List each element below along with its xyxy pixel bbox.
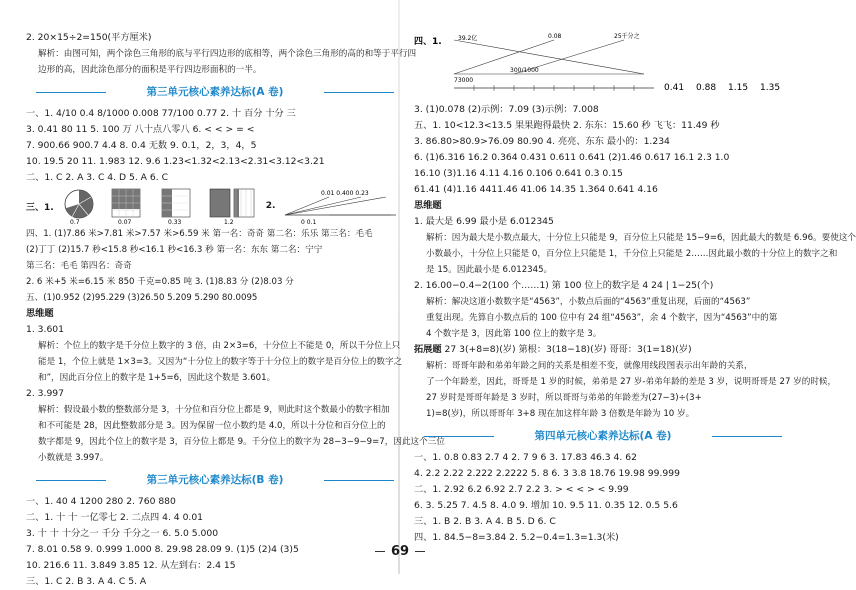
- fig-label: 25千分之: [614, 33, 640, 40]
- answer-line: (2)丁丁 (2)15.7 秒<15.8 秒<16.1 秒<16.3 秒 第一名：东东 第二名：宁宁: [26, 245, 323, 255]
- thinking-line: 解析：个位上的数字是千分位上数字的 3 倍，由 2×3=6，十分位上不能是 0，所以千分位上只: [38, 341, 401, 351]
- intro-line: 2. 20×15÷2=150(平方厘米): [26, 32, 152, 43]
- answer-line: 6. 3. 5.25 7. 4.5 8. 4.0 9. 增加 10. 9.5 11. 0.35 12. 0.5 5.6: [414, 500, 678, 511]
- thinking-line: 和不可能是 28，因此整数部分是 3。因为保留一位小数约是 4.0，所以十分位和百分位上的: [38, 421, 386, 431]
- answer-line: 四、1. 84.5−8=3.84 2. 5.2−0.4=1.3=1.3(米): [414, 532, 619, 543]
- answer-line: 3. 86.80>80.9>76.09 80.90 4. 亮亮、东东 最小的：1.234: [414, 136, 670, 147]
- fig-label: 0 0.1: [301, 219, 317, 226]
- thinking-line: 小数就是 3.997。: [38, 453, 109, 463]
- answer-line: 10. 19.5 20 11. 1.983 12. 9.6 1.23<1.32<2.13<2.31<3.12<3.21: [26, 156, 325, 167]
- figure-row: 三、1. 0.7 0.07 0.33 1.2 2. 0.01 0.400 0.23 0 0.1: [26, 186, 404, 226]
- thinking-line: 和”，因此百分位上的数字是 1+5=6，因此这个数是 3.601。: [38, 373, 276, 383]
- answer-line: 三、1. B 2. B 3. A 4. B 5. D 6. C: [414, 516, 556, 527]
- thinking-section-right: [414, 214, 856, 342]
- section-title-unit3-a: 第三单元核心素养达标(A 卷): [26, 82, 404, 102]
- fig-label: 300/1000: [510, 67, 539, 74]
- answer-line: 10. 216.6 11. 3.849 3.85 12. 从左到右：2.4 15: [26, 560, 236, 571]
- fig-label: 1.35: [760, 83, 781, 93]
- answer-line: 4. 2.2 2.22 2.222 2.2222 5. 8 6. 3 3.8 18.76 19.98 99.999: [414, 468, 680, 479]
- answer-line: 二、1. C 2. A 3. C 4. D 5. A 6. C: [26, 172, 168, 183]
- thinking-line: 1. 最大是 6.99 最小是 6.012345: [414, 216, 554, 227]
- extension-first-line: [414, 342, 792, 358]
- thinking-line: 解析：假设最小数的整数部分是 3，十分位和百分位上都是 9，则此时这个数最小的数字相加: [38, 405, 390, 415]
- answer-line: 61.41 (4)1.16 4411.46 41.06 14.35 1.364 0.641 4.16: [414, 184, 658, 195]
- extension-line: 了一个年龄差，因此，哥哥是 1 岁的时候，弟弟是 27 岁-弟弟年龄的差是 3 岁，说明哥哥是 27 岁的时候，: [426, 377, 837, 387]
- answer-line: 五、(1)0.952 (2)95.229 (3)26.50 5.209 5.290 80.0095: [26, 293, 258, 303]
- extension-line: 27 3(+8=8)(岁) 第根：3(18−18)(岁) 哥哥：3(1=18)(岁): [444, 344, 692, 355]
- fig-label: 73000: [454, 77, 474, 84]
- answer-line: 一、1. 4/10 0.4 8/1000 0.008 77/100 0.77 2. 十 百分 十分 三: [26, 108, 296, 119]
- answer-line: 一、1. 40 4 1200 280 2. 760 880: [26, 496, 176, 507]
- thinking-line: 2. 3.997: [26, 388, 64, 399]
- answer-line: 7. 900.66 900.7 4.4 8. 0.4 无数 9. 0.1，2，3，4，5: [26, 140, 257, 151]
- fig-label: 0.7: [69, 219, 80, 226]
- thinking-line: 2. 16.00−0.4−2(100 个……1) 第 100 位上的数字是 4 24 | 1−25(个): [414, 280, 714, 291]
- extension-section: [414, 358, 837, 422]
- extension-line: 27 岁时是哥哥年龄是 3 岁时，所以哥哥与弟弟的年龄差为(27−3)÷(3+: [426, 393, 702, 403]
- answer-line: 三、1. C 2. B 3. A 4. C 5. A: [26, 576, 147, 587]
- fig-label: 39.2亿: [458, 35, 478, 42]
- answer-line: 四、1. (1)7.86 米>7.81 米>7.57 米>6.59 米 第一名：奇奇 第二名：乐乐 第三名：毛毛: [26, 229, 373, 239]
- answer-line: 2. 6 米+5 米=6.15 米 850 千克=0.85 吨 3. (1)8.83 分 (2)8.03 分: [26, 277, 294, 287]
- thinking-label: 思维题: [414, 200, 442, 211]
- answer-line: 3. 十 十 十分之一 千分 千分之一 6. 5.0 5.000: [26, 528, 219, 539]
- answer-line: 3. (1)0.078 (2)示例：7.09 (3)示例：7.008: [414, 104, 599, 115]
- fig-label: 0.41: [664, 83, 685, 93]
- answer-line: 7. 8.01 0.58 9. 0.999 1.000 8. 29.98 28.09 9. (1)5 (2)4 (3)5: [26, 544, 299, 555]
- answer-line: 3. 0.41 80 11 5. 100 万 八十点八零八 6. < < > = <: [26, 124, 255, 135]
- grid-figure-2: [158, 187, 202, 225]
- fig-label: 0.01 0.400 0.23: [321, 190, 370, 197]
- answer-line: 第三名：毛毛 第四名：奇奇: [26, 261, 132, 271]
- left-intro: [26, 30, 417, 78]
- extension-line: 解析：哥哥年龄和弟弟年龄之间的关系是相差不变，就像用线段图表示出年龄的关系，: [426, 361, 753, 371]
- section-title-unit3-b: 第三单元核心素养达标(B 卷): [26, 470, 404, 490]
- answer-line: 6. (1)6.316 16.2 0.364 0.431 0.611 0.641 (2)1.46 0.617 16.1 2.3 1.0: [414, 152, 730, 163]
- section-unit4-a: [414, 450, 792, 546]
- thinking-line: 4 个数字是 3，因此第 100 位上的数字是 3。: [426, 329, 602, 339]
- thinking-line: 能是 1，个位上就是 1×3=3。又因为“十分位上的数字等于十分位上的数字是百分位上的数字之: [38, 357, 403, 367]
- thinking-line: 重复出现。先算自小数点后的 100 位中有 24 组“4563”，余 4 个数字，因为“4563”中的第: [426, 313, 778, 323]
- fig-label: 0.33: [167, 219, 182, 226]
- grid-figure-1: [108, 187, 152, 225]
- answer-line: 一、1. 0.8 0.83 2.7 4 2. 7 9 6 3. 17.83 46.3 4. 62: [414, 452, 637, 463]
- answer-line: 二、1. 十 十 一亿零七 2. 二点四 4. 4 0.01: [26, 512, 204, 523]
- answer-line: 二、1. 2.92 6.2 6.92 2.7 2.2 3. > < < > < 9.99: [414, 484, 629, 495]
- thinking-line: 小数最小，十分位上只能是 0，百分位上只能是 1，千分位上只能是 2……因此最小数的十分位上的数字之和: [426, 249, 838, 259]
- thinking-line: 数字都是 9，因此个位上的数字是 3，百分位上都是 9。千分位上的数字为 28−3−9−9=7，因此这个三位: [38, 437, 445, 447]
- intro-line: 解析：由图可知，两个涂色三角形的底与平行四边形的底相等，两个涂色三角形的高的和等于平行四: [38, 49, 417, 59]
- grid-figure-3: [208, 187, 260, 225]
- right-column: [414, 30, 856, 546]
- thinking-line: 1. 3.601: [26, 324, 64, 335]
- fig-label: 0.88: [696, 83, 717, 93]
- number-line-figure: [281, 187, 401, 225]
- thinking-line: 解析：解决这道小数数字是“4563”，小数点后面的“4563”重复出现，后面的“4563”: [426, 297, 751, 307]
- intro-line: 边形的高，因此涂色部分的面积是平行四边形面积的一半。: [38, 65, 262, 75]
- extension-line: 1)=8(岁)，所以哥哥年 3+8 现在加这样年龄 3 倍数是年龄为 10 岁。: [426, 409, 695, 419]
- page-number: 69: [0, 544, 800, 559]
- thinking-line: 是 15。因此最小是 6.012345。: [426, 265, 553, 275]
- answer-line: 16.10 (3)1.16 4.11 4.16 0.106 0.641 0.3 0.15: [414, 168, 623, 179]
- fig-label: 1.15: [728, 83, 749, 93]
- section-unit3-a: [26, 106, 404, 306]
- svg-text:四、1.: 四、1.: [414, 37, 442, 47]
- thinking-label: 思维题: [26, 308, 54, 319]
- pie-figure: [60, 187, 102, 225]
- number-line-figure-right: [414, 30, 792, 98]
- answer-line: 五、1. 10<12.3<13.5 果果跑得最快 2. 东东：15.60 秒 飞飞：11.49 秒: [414, 120, 720, 131]
- fig-label: 0.07: [117, 219, 132, 226]
- section-title-unit4-a: 第四单元核心素养达标(A 卷): [414, 426, 792, 446]
- extension-label: 拓展题: [414, 344, 442, 355]
- fig-label: 1.2: [223, 219, 234, 226]
- fig-label: 0.08: [548, 33, 562, 40]
- right-top-answers: [414, 102, 792, 198]
- section-unit3-b: [26, 494, 404, 590]
- thinking-line: 解析：因为最大是小数点最大，十分位上只能是 9，百分位上只能是 15−9=6，因此最大的数是 6.96。要使这个: [426, 233, 856, 243]
